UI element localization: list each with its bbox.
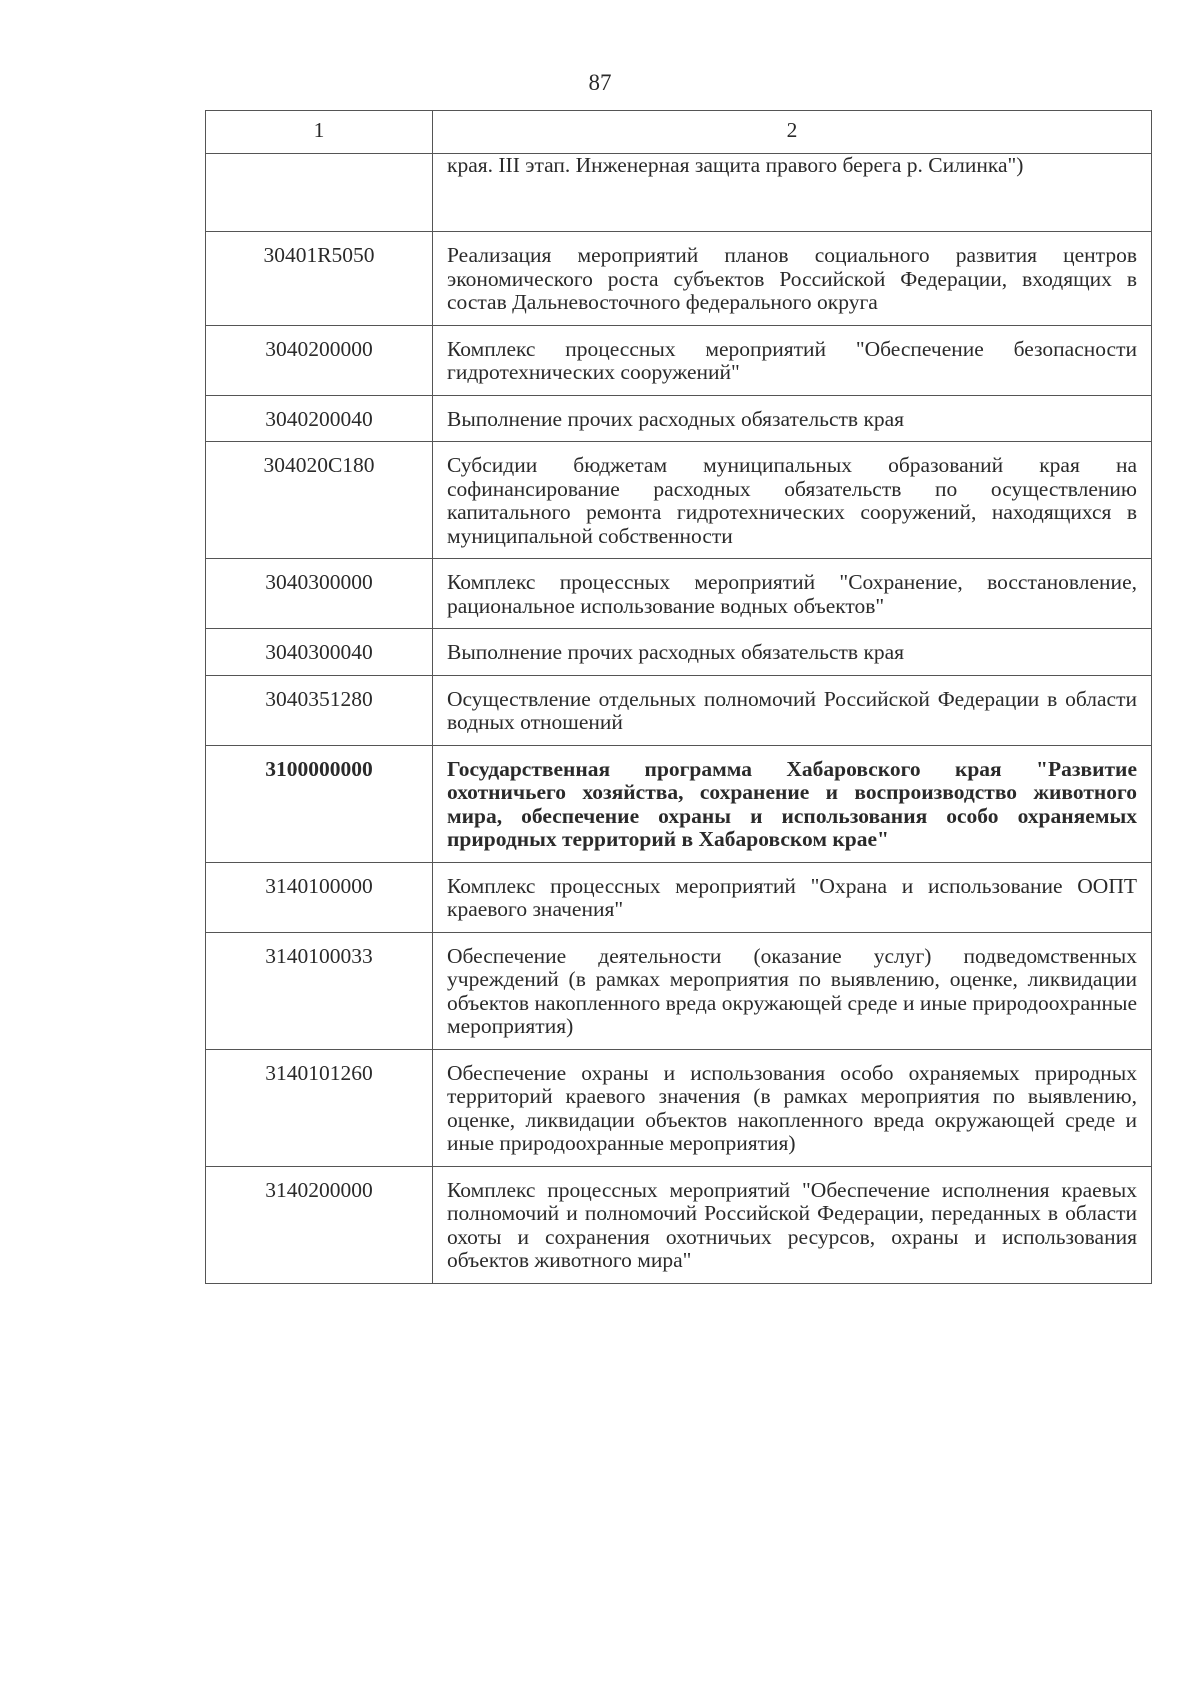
row-code: 30401R5050	[206, 232, 433, 326]
row-description: Обеспечение охраны и использования особо охраняемых природных территорий краевого значения (в рамках мероприятия по выявлению, оценке, ликвидации объектов накопленного вреда окружающей среде и иные природоохранные мероприятия)	[433, 1049, 1152, 1166]
budget-classification-table	[205, 110, 1152, 1284]
row-description: Обеспечение деятельности (оказание услуг) подведомственных учреждений (в рамках мероприятия по выявлению, оценке, ликвидации объектов накопленного вреда окружающей среде и иные природоохранные мероприятия)	[433, 932, 1152, 1049]
row-description: Субсидии бюджетам муниципальных образований края на софинансирование расходных обязательств по осуществлению капитального ремонта гидротехнических сооружений, находящихся в муниципальной собственности	[433, 442, 1152, 559]
row-code: 3140200000	[206, 1166, 433, 1283]
row-description: края. III этап. Инженерная защита правого берега р. Силинка")	[433, 154, 1152, 232]
table-row	[206, 675, 1152, 745]
row-code: 3040351280	[206, 675, 433, 745]
row-code	[206, 154, 433, 232]
row-code: 3100000000	[206, 745, 433, 862]
row-code: 3040200000	[206, 325, 433, 395]
row-description: Реализация мероприятий планов социального развития центров экономического роста субъектов Российской Федерации, входящих в состав Дальневосточного федерального округа	[433, 232, 1152, 326]
table-row	[206, 1166, 1152, 1283]
row-code: 3140100000	[206, 862, 433, 932]
row-code: 3040300000	[206, 559, 433, 629]
row-code: 304020С180	[206, 442, 433, 559]
table-row	[206, 1049, 1152, 1166]
row-description: Выполнение прочих расходных обязательств края	[433, 395, 1152, 442]
column-header-code: 1	[206, 111, 433, 154]
table-row	[206, 559, 1152, 629]
table-row	[206, 629, 1152, 676]
table-row	[206, 932, 1152, 1049]
table-row	[206, 442, 1152, 559]
table-row	[206, 154, 1152, 232]
table-header-row	[206, 111, 1152, 154]
column-header-description: 2	[433, 111, 1152, 154]
table-row	[206, 395, 1152, 442]
table-row-program	[206, 745, 1152, 862]
table-row	[206, 232, 1152, 326]
row-description: Комплекс процессных мероприятий "Сохранение, восстановление, рациональное использование водных объектов"	[433, 559, 1152, 629]
row-code: 3140100033	[206, 932, 433, 1049]
row-description: Выполнение прочих расходных обязательств края	[433, 629, 1152, 676]
row-description: Осуществление отдельных полномочий Российской Федерации в области водных отношений	[433, 675, 1152, 745]
page-number: 87	[588, 70, 612, 95]
table-row	[206, 325, 1152, 395]
row-code: 3040200040	[206, 395, 433, 442]
row-description: Государственная программа Хабаровского края "Развитие охотничьего хозяйства, сохранение и воспроизводство животного мира, обеспечение охраны и использования особо охраняемых природных территорий в Хабаровском крае"	[433, 745, 1152, 862]
row-description: Комплекс процессных мероприятий "Обеспечение безопасности гидротехнических сооружений"	[433, 325, 1152, 395]
row-description: Комплекс процессных мероприятий "Обеспечение исполнения краевых полномочий и полномочий Российской Федерации, переданных в области охоты и сохранения охотничьих ресурсов, охраны и использования объектов животного мира"	[433, 1166, 1152, 1283]
table-row	[206, 862, 1152, 932]
row-code: 3140101260	[206, 1049, 433, 1166]
row-code: 3040300040	[206, 629, 433, 676]
row-description: Комплекс процессных мероприятий "Охрана и использование ООПТ краевого значения"	[433, 862, 1152, 932]
